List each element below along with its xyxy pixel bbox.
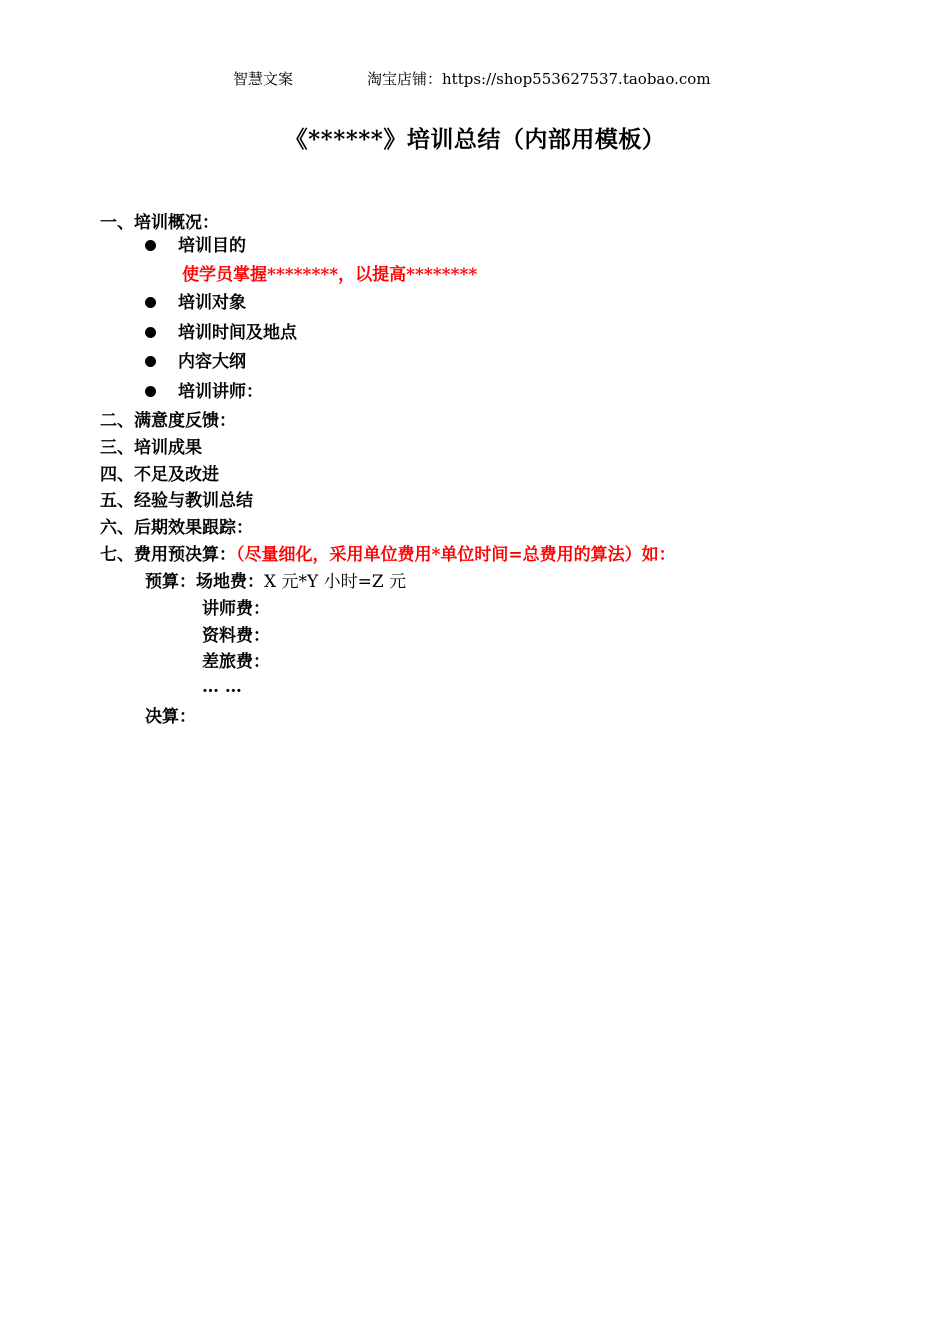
- budget-ellipsis: … …: [202, 677, 242, 697]
- material-fee-label: 资料费：: [202, 626, 270, 646]
- bullet-icon: [145, 386, 156, 397]
- travel-fee-label: 差旅费：: [202, 652, 270, 672]
- overview-item-audience: 培训对象: [178, 293, 246, 313]
- section-heading-improvements: 四、不足及改进: [100, 465, 219, 485]
- overview-item-purpose: 培训目的: [178, 236, 246, 256]
- section-heading-satisfaction: 二、满意度反馈：: [100, 411, 236, 431]
- bullet-icon: [145, 297, 156, 308]
- final-accounts-label: 决算：: [145, 707, 196, 727]
- venue-fee-formula: X 元*Y 小时=Z 元: [264, 572, 407, 592]
- bullet-icon: [145, 240, 156, 251]
- header-brand: 智慧文案: [233, 70, 294, 88]
- document-title: 《******》培训总结（内部用模板）: [284, 126, 666, 153]
- budget-label: 预算：: [145, 572, 196, 592]
- header-shop-link[interactable]: 淘宝店铺：https://shop553627537.taobao.com: [367, 70, 711, 88]
- section-budget-label: 七、费用预决算：: [100, 545, 236, 565]
- purpose-note: 使学员掌握********，以提高********: [182, 265, 478, 285]
- section-heading-budget: [100, 544, 676, 566]
- section-heading-followup: 六、后期效果跟踪：: [100, 518, 253, 538]
- page-header: [0, 68, 950, 90]
- venue-fee-label: 场地费：: [196, 572, 264, 592]
- section-heading-lessons: 五、经验与教训总结: [100, 491, 253, 511]
- overview-item-outline: 内容大纲: [178, 352, 246, 372]
- bullet-icon: [145, 356, 156, 367]
- section-heading-overview: 一、培训概况：: [100, 213, 219, 233]
- budget-venue-line: [145, 571, 406, 593]
- bullet-icon: [145, 327, 156, 338]
- budget-note: （尽量细化，采用单位费用*单位时间=总费用的算法）如：: [236, 545, 676, 565]
- section-heading-results: 三、培训成果: [100, 438, 202, 458]
- overview-item-time-place: 培训时间及地点: [178, 323, 297, 343]
- lecturer-fee-label: 讲师费：: [202, 599, 270, 619]
- overview-item-lecturer: 培训讲师：: [178, 382, 263, 402]
